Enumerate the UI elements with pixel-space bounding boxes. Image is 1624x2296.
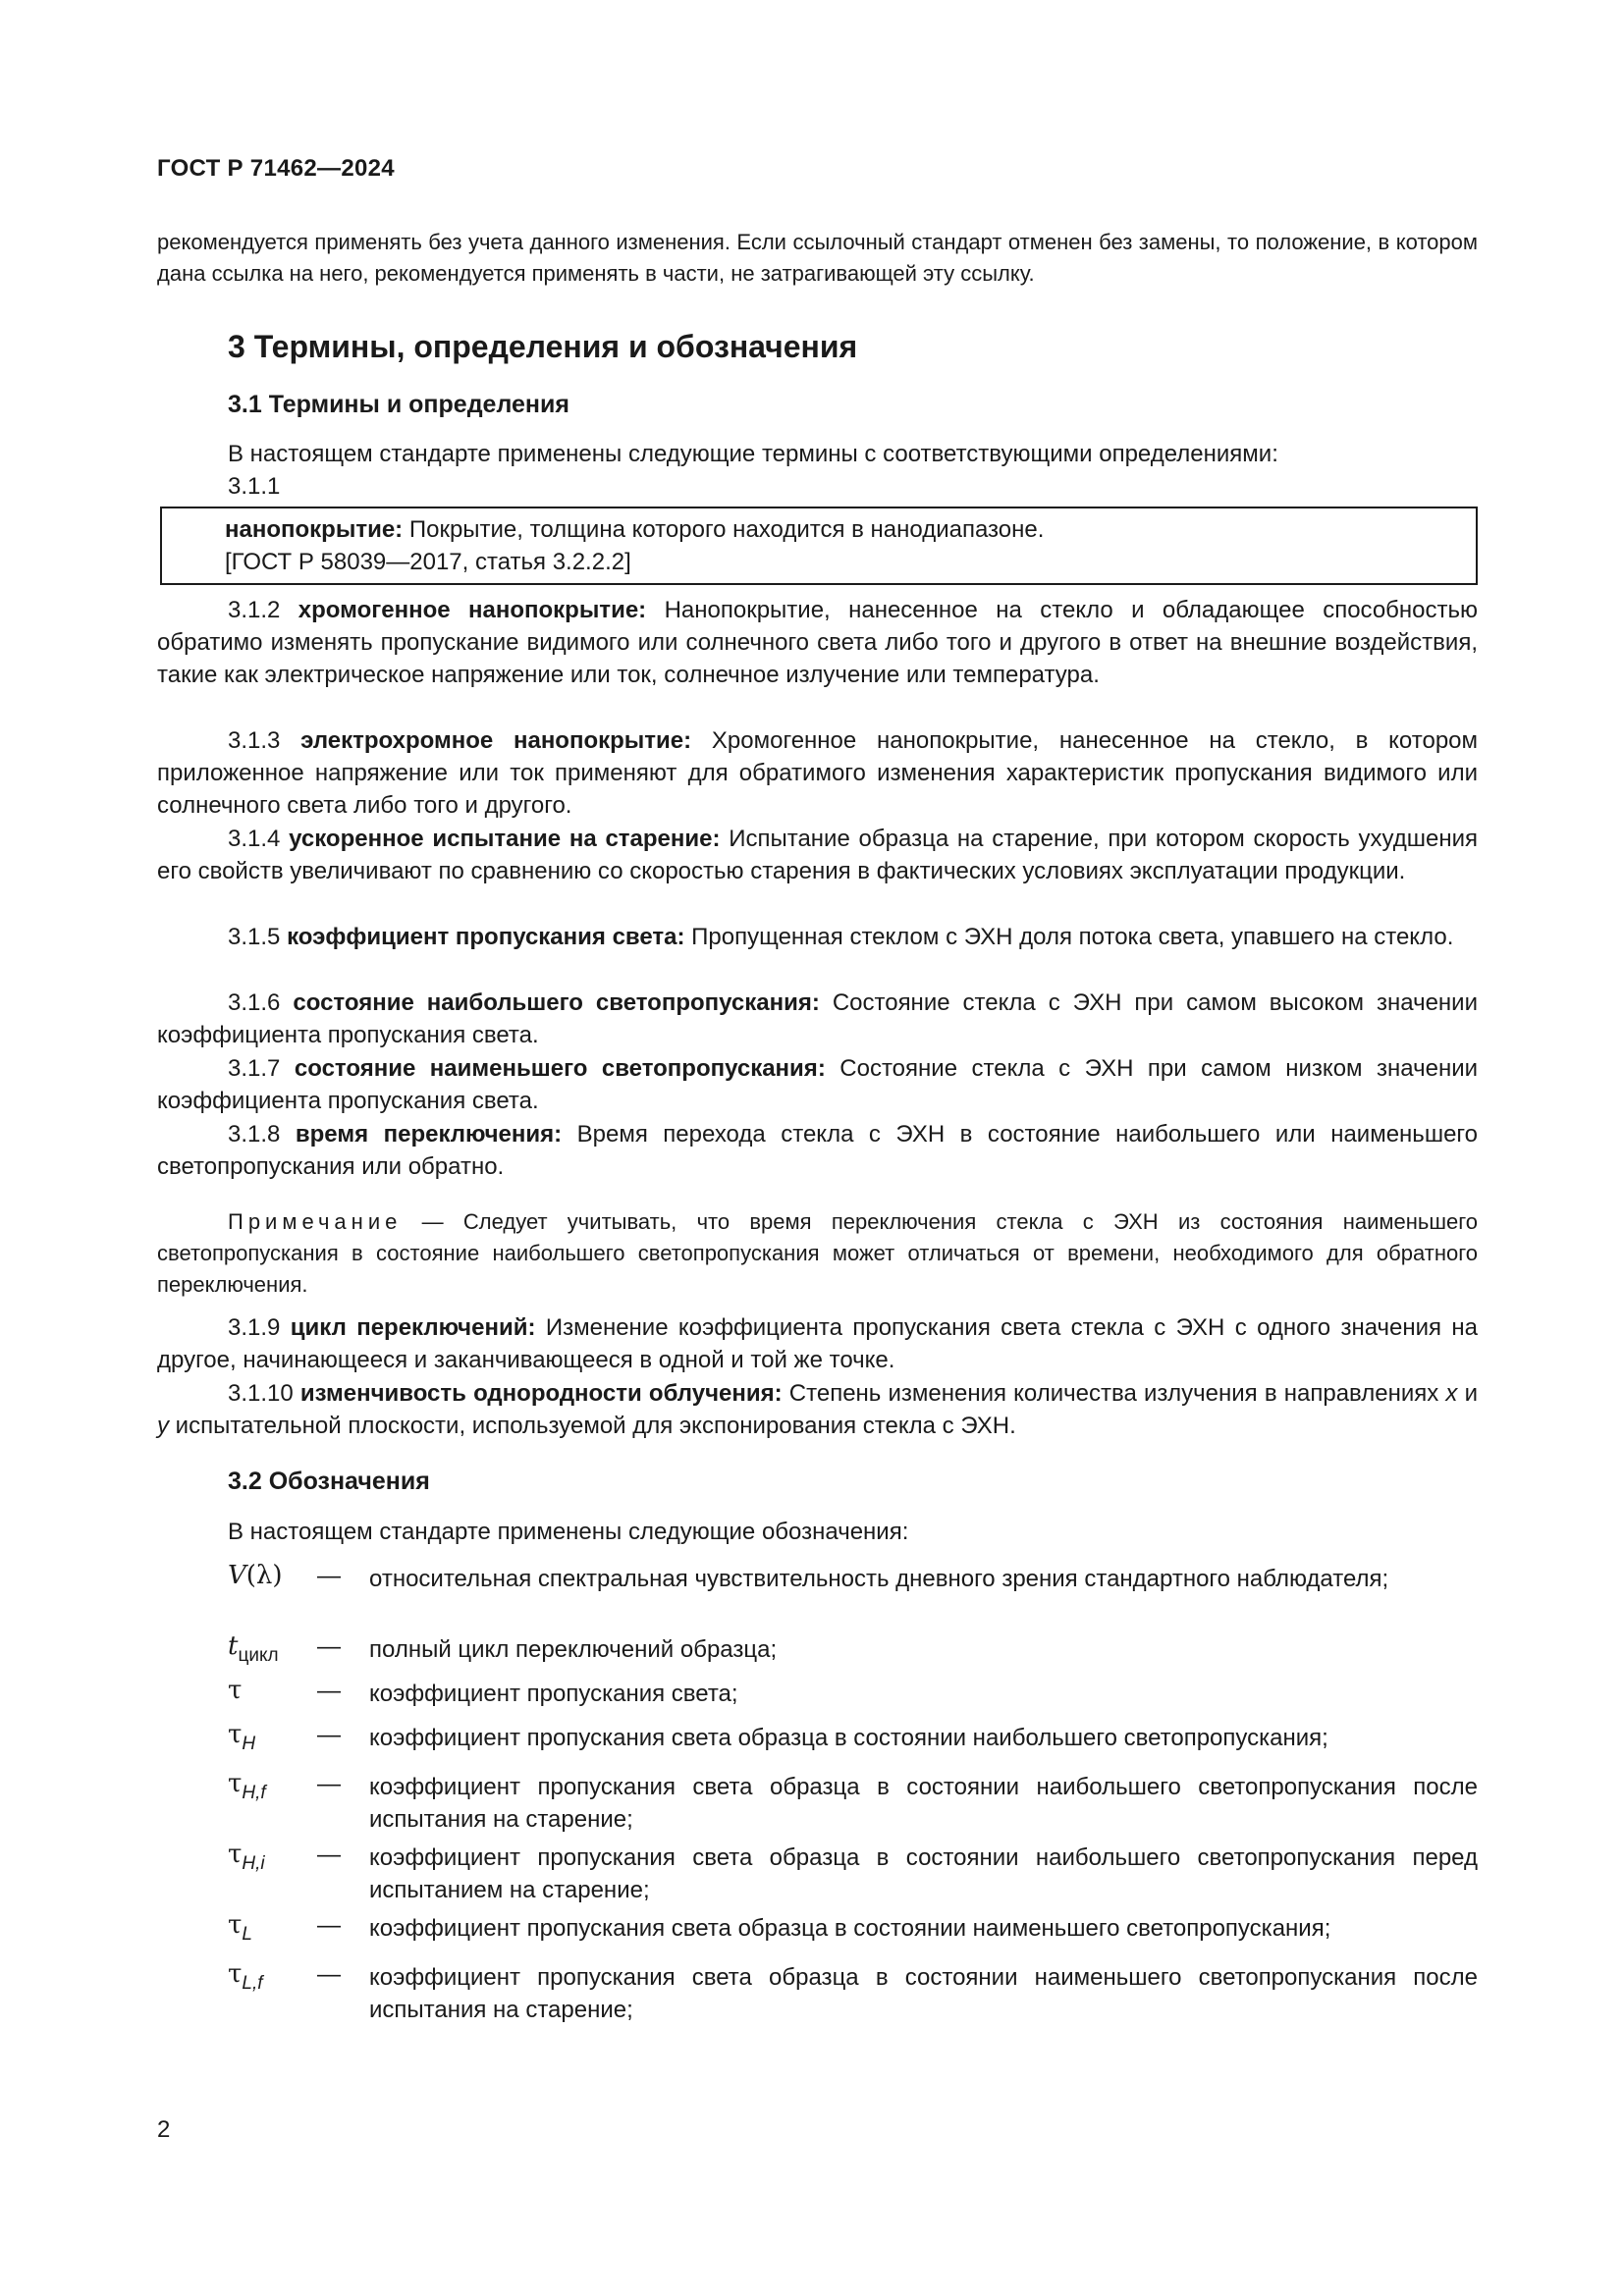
term-label: цикл переключений: bbox=[290, 1314, 536, 1341]
var-y: y bbox=[157, 1413, 169, 1439]
term-text-a: Степень изменения количества излучения в направлениях bbox=[782, 1380, 1446, 1407]
term-number: 3.1.5 bbox=[228, 924, 281, 950]
note-text: — Следует учитывать, что время переключения стекла с ЭХН из состояния наименьшего светопропускания в состояние наибольшего светопропускания может отличаться от времени, необходимого для обратного переключения. bbox=[157, 1209, 1478, 1297]
term-3-1-4 bbox=[157, 823, 1478, 887]
symbol-subscript: H bbox=[242, 1734, 256, 1754]
term-3-1-9 bbox=[157, 1311, 1478, 1376]
term-number: 3.1.10 bbox=[228, 1380, 294, 1407]
symbol-description: коэффициент пропускания света образца в состоянии наименьшего светопропускания; bbox=[369, 1915, 1331, 1942]
symbol-description: коэффициент пропускания света образца в состоянии наибольшего светопропускания перед испытанием на старение; bbox=[369, 1844, 1478, 1903]
term-3-1-7 bbox=[157, 1052, 1478, 1117]
symbol-tau-hf bbox=[228, 1769, 266, 1804]
symbol-tau-l bbox=[228, 1910, 252, 1946]
symbol-dash: — bbox=[317, 1678, 341, 1704]
term-number: 3.1.3 bbox=[228, 727, 281, 754]
symbol-tau-h bbox=[228, 1720, 255, 1755]
symbol-subscript: H,f bbox=[242, 1783, 266, 1803]
symbol-tau-lf bbox=[228, 1959, 263, 1995]
symbol-subscript: цикл bbox=[238, 1645, 279, 1666]
term-text: Время перехода стекла с ЭХН в состояние наибольшего или наименьшего светопропускания или обратно. bbox=[157, 1121, 1478, 1180]
symbol-description: полный цикл переключений образца; bbox=[369, 1636, 778, 1663]
term-text: Покрытие, толщина которого находится в нанодиапазоне. bbox=[403, 516, 1045, 543]
symbol-dash: — bbox=[317, 1912, 341, 1939]
symbol-dash: — bbox=[317, 1722, 341, 1748]
section-3-1-intro: В настоящем стандарте применены следующие термины с соответствующими определениями: bbox=[228, 441, 1278, 467]
term-3-1-1-definition bbox=[225, 513, 1044, 546]
term-text: Хромогенное нанопокрытие, нанесенное на стекло, в котором приложенное напряжение или ток применяют для обратимого изменения характеристик пропускания видимого или солнечного света либо того и другого. bbox=[157, 727, 1479, 819]
symbol-description: коэффициент пропускания света образца в состоянии наименьшего светопропускания после испытания на старение; bbox=[369, 1964, 1478, 2023]
symbol-dash: — bbox=[317, 1563, 341, 1589]
term-3-1-3 bbox=[157, 724, 1478, 822]
term-3-1-8 bbox=[157, 1118, 1478, 1183]
term-number: 3.1.8 bbox=[228, 1121, 281, 1148]
symbol-base: τ bbox=[228, 1910, 243, 1940]
symbol-base: τ bbox=[228, 1720, 243, 1749]
symbol-subscript: L,f bbox=[242, 1973, 263, 1994]
note-label: Примечание bbox=[228, 1209, 403, 1234]
term-3-1-1-number: 3.1.1 bbox=[228, 473, 281, 500]
var-x: x bbox=[1445, 1380, 1458, 1407]
symbol-v-lambda bbox=[228, 1561, 283, 1590]
term-text: Нанопокрытие, нанесенное на стекло и обладающее способностью обратимо изменять пропускание видимого или солнечного света либо того и другого в ответ на внешние воздействия, такие как электрическое напряжение или ток, солнечное излучение или температура. bbox=[157, 597, 1479, 688]
symbol-dash: — bbox=[317, 1771, 341, 1797]
term-text-c: испытательной плоскости, используемой для экспонирования стекла с ЭХН. bbox=[169, 1413, 1016, 1439]
symbol-base: V bbox=[228, 1561, 246, 1590]
symbol-base: τ bbox=[228, 1769, 243, 1798]
symbol-dash: — bbox=[317, 1961, 341, 1988]
term-number: 3.1.9 bbox=[228, 1314, 281, 1341]
symbol-base: τ bbox=[228, 1840, 243, 1869]
term-label: ускоренное испытание на старение: bbox=[289, 826, 721, 852]
intro-paragraph: рекомендуется применять без учета данного изменения. Если ссылочный стандарт отменен без замены, то положение, в котором дана ссылка на него, рекомендуется применять в части, не затрагивающей эту ссылку. bbox=[157, 230, 1478, 286]
section-3-1-title: 3.1 Термины и определения bbox=[228, 391, 569, 418]
symbol-base: t bbox=[228, 1631, 239, 1661]
term-3-1-2 bbox=[157, 594, 1478, 691]
section-3-2-intro: В настоящем стандарте применены следующие обозначения: bbox=[228, 1519, 909, 1545]
term-3-1-1-box bbox=[160, 507, 1478, 585]
term-number: 3.1.2 bbox=[228, 597, 281, 623]
symbol-description: коэффициент пропускания света; bbox=[369, 1681, 738, 1707]
section-3-title: 3 Термины, определения и обозначения bbox=[228, 329, 858, 364]
symbol-tau bbox=[228, 1676, 242, 1705]
symbol-tau-hi bbox=[228, 1840, 265, 1875]
term-text-b: и bbox=[1457, 1380, 1478, 1407]
document-header: ГОСТ Р 71462—2024 bbox=[157, 155, 395, 182]
term-label: нанопокрытие: bbox=[225, 516, 404, 543]
term-3-1-5 bbox=[157, 921, 1478, 953]
symbol-dash: — bbox=[317, 1842, 341, 1868]
term-label: изменчивость однородности облучения: bbox=[299, 1380, 783, 1407]
term-label: коэффициент пропускания света: bbox=[287, 924, 685, 950]
term-text: Состояние стекла с ЭХН при самом низком значении коэффициента пропускания света. bbox=[157, 1055, 1479, 1114]
symbol-paren: (λ) bbox=[245, 1561, 283, 1590]
term-label: время переключения: bbox=[295, 1121, 563, 1148]
symbol-t-cycle bbox=[228, 1631, 279, 1667]
section-3-2-title: 3.2 Обозначения bbox=[228, 1468, 430, 1495]
symbol-subscript: L bbox=[242, 1924, 252, 1945]
term-label: состояние наибольшего светопропускания: bbox=[293, 989, 820, 1016]
symbol-description: коэффициент пропускания света образца в состоянии наибольшего светопропускания; bbox=[369, 1725, 1328, 1751]
term-label: хромогенное нанопокрытие: bbox=[298, 597, 647, 623]
note-paragraph bbox=[157, 1206, 1478, 1301]
term-label: состояние наименьшего светопропускания: bbox=[294, 1055, 826, 1082]
term-number: 3.1.4 bbox=[228, 826, 281, 852]
term-3-1-6 bbox=[157, 987, 1478, 1051]
symbol-dash: — bbox=[317, 1633, 341, 1660]
term-label: электрохромное нанопокрытие: bbox=[300, 727, 692, 754]
term-3-1-10 bbox=[157, 1377, 1478, 1442]
term-3-1-1-reference: [ГОСТ Р 58039—2017, статья 3.2.2.2] bbox=[225, 549, 631, 575]
symbol-description: относительная спектральная чувствительность дневного зрения стандартного наблюдателя; bbox=[369, 1566, 1389, 1592]
term-number: 3.1.7 bbox=[228, 1055, 281, 1082]
symbol-subscript: H,i bbox=[242, 1853, 265, 1874]
term-text: Испытание образца на старение, при котором скорость ухудшения его свойств увеличивают по сравнению со скоростью старения в фактических условиях эксплуатации продукции. bbox=[157, 826, 1478, 884]
term-text: Пропущенная стеклом с ЭХН доля потока света, упавшего на стекло. bbox=[684, 924, 1454, 950]
symbol-description: коэффициент пропускания света образца в состоянии наибольшего светопропускания после испытания на старение; bbox=[369, 1774, 1478, 1833]
page-number: 2 bbox=[157, 2116, 171, 2143]
symbol-base: τ bbox=[228, 1959, 243, 1989]
term-text: Состояние стекла с ЭХН при самом высоком значении коэффициента пропускания света. bbox=[157, 989, 1478, 1048]
symbol-base: τ bbox=[228, 1676, 243, 1705]
term-number: 3.1.6 bbox=[228, 989, 281, 1016]
term-text: Изменение коэффициента пропускания света стекла с ЭХН с одного значения на другое, начинающееся и заканчивающееся в одной и той же точке. bbox=[157, 1314, 1479, 1373]
